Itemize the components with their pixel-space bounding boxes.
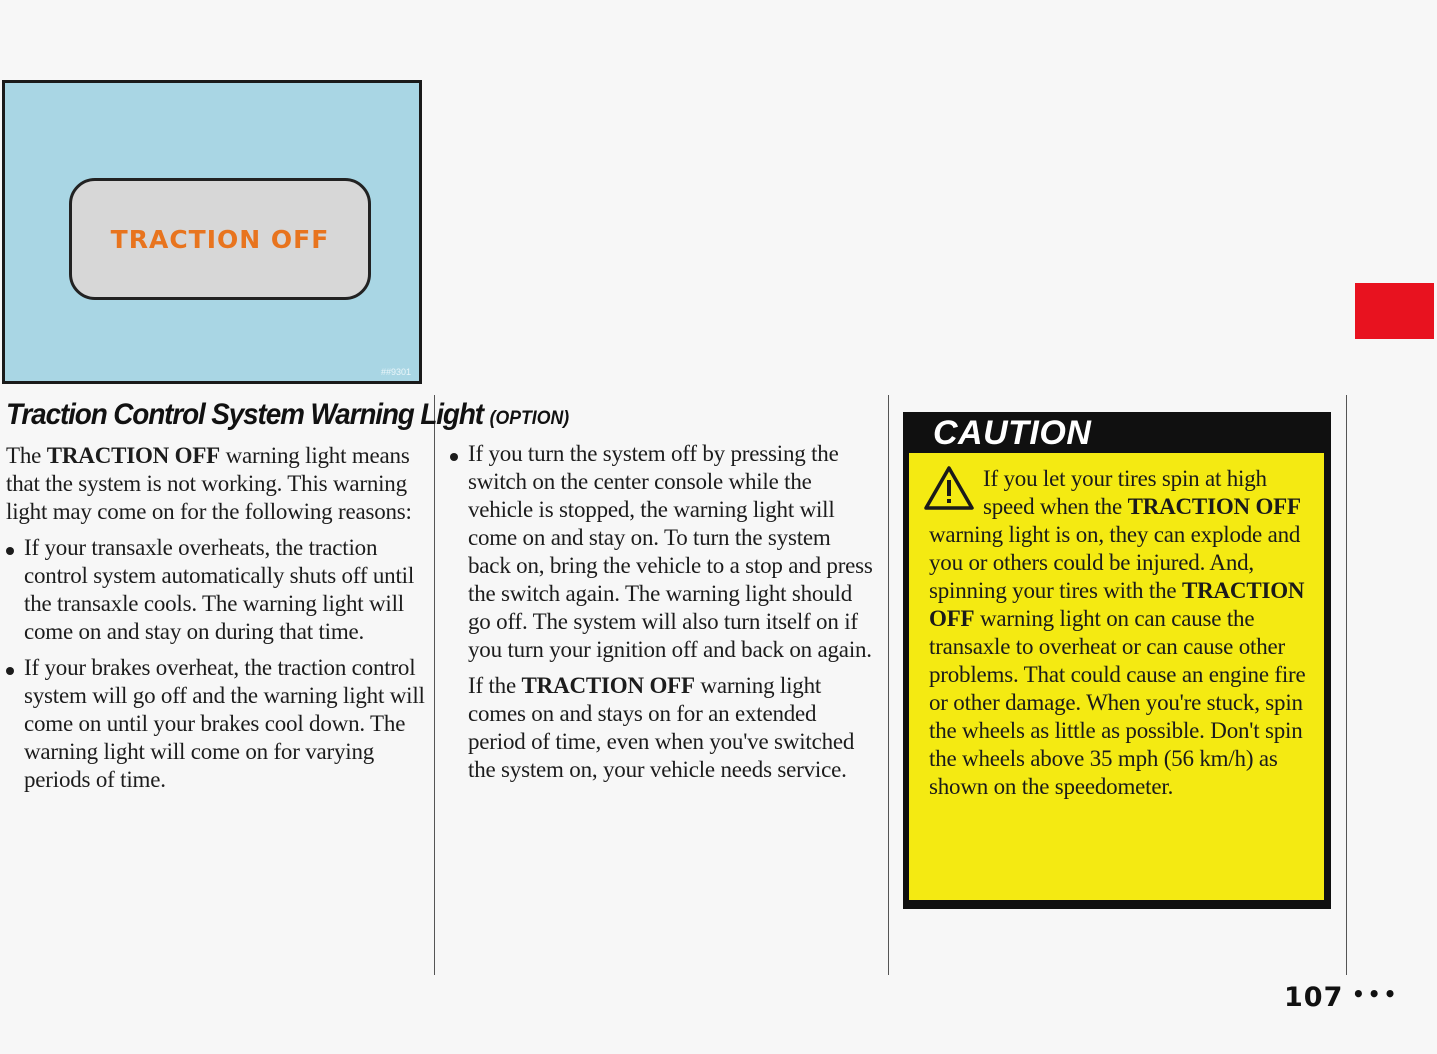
section-thumb-tab [1355,283,1434,339]
list-item-text: If your brakes overheat, the traction control system will go off and the warning light will come on until your brakes cool down. The warning light will come on for varying periods of time. [24,655,425,792]
traction-off-illustration [2,80,422,384]
intro-after: warning light means that the system is not working. This warning light may come on for the following reasons: [6,443,412,524]
option-label: (OPTION) [489,408,570,429]
column-divider-1 [434,395,435,975]
list-item-text: If your transaxle overheats, the traction control system automatically shuts off until the transaxle cools. The warning light will come on and stay on during that time. [24,535,415,644]
caution-box [903,412,1331,909]
bullet-icon [6,667,14,675]
warning-triangle-icon [923,465,975,511]
intro-paragraph [6,442,426,526]
traction-off-indicator-light [69,178,371,300]
caution-text-1: If you let your tires spin at high speed when the [983,466,1267,519]
figure-code: ##9301 [380,367,411,377]
indicator-label: TRACTION OFF [110,224,330,254]
column-divider-3 [1346,395,1347,975]
list-item [6,534,426,646]
caution-body [909,453,1324,900]
service-after: warning light comes on and stays on for an extended period of time, even when you've switched the system on, your vehicle needs service. [468,673,855,782]
service-paragraph [450,672,875,784]
section-title-text: Traction Control System Warning Light [6,398,483,431]
list-item [6,654,426,794]
page-number-dots: ••• [1352,982,1400,1006]
service-before: If the [468,673,516,698]
caution-emphasis-1: TRACTION OFF [1127,494,1301,519]
intro-before: The [6,443,42,468]
caution-emphasis-2: TRACTION OFF [929,578,1305,631]
section-title [6,398,570,436]
caution-title: CAUTION [933,414,1092,452]
service-emphasis: TRACTION OFF [521,673,695,698]
caution-text-3: warning light on can cause the transaxle to overheat or can cause other problems. That could cause an engine fire or other damage. When you're stuck, spin the wheels as little as possible. Don't spin the wheels above 35 mph (56 km/h) as shown on the speedometer. [929,606,1306,799]
page-number: 107 [1284,982,1344,1013]
list-item-text: If you turn the system off by pressing the switch on the center console while the vehicle is stopped, the warning light will come on and stay on. To turn the system back on, bring the vehicle to a stop and press the switch again. The warning light should go off. The system will also turn itself on if you turn your ignition off and back on again. [468,441,873,662]
switch-list [450,440,875,664]
bullet-icon [450,453,458,461]
bullet-icon [6,547,14,555]
caution-text-2: warning light is on, they can explode and you or others could be injured. And, spinning your tires with the [929,522,1301,603]
reasons-list [6,534,426,794]
intro-emphasis: TRACTION OFF [46,443,221,468]
column-divider-2 [888,395,889,975]
column-middle [450,440,875,792]
list-item [450,440,875,664]
